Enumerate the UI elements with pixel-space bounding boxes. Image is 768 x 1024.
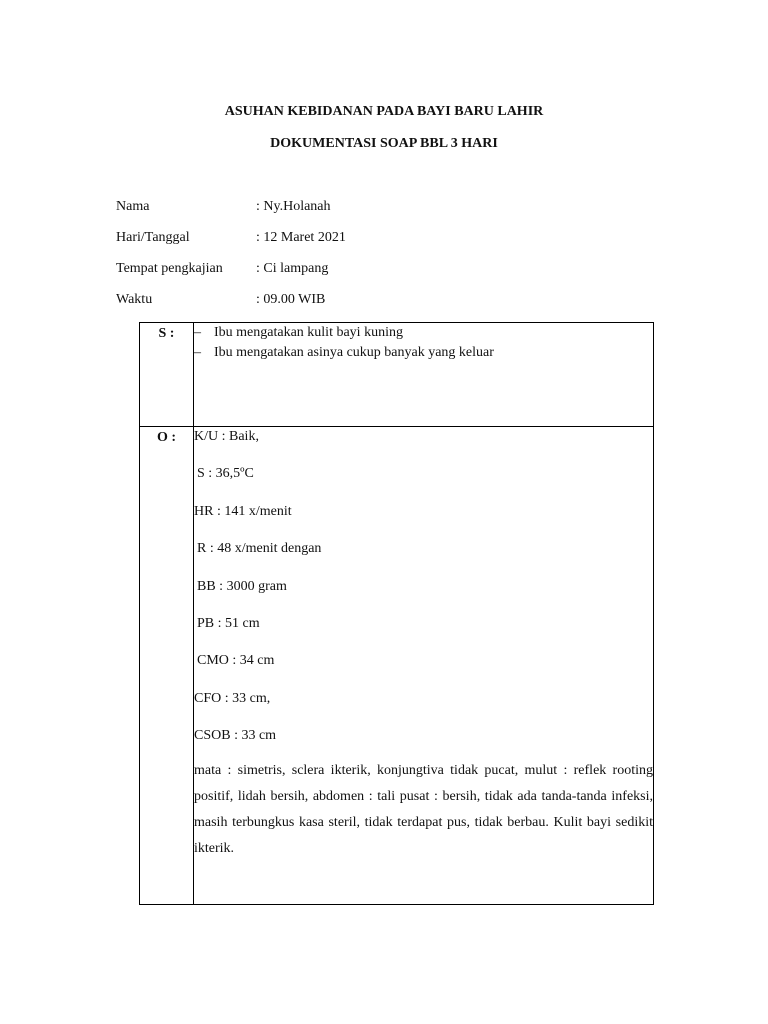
- observation-item: S : 36,5ºC: [197, 466, 254, 482]
- observation-paragraph: mata : simetris, sclera ikterik, konjungtiva tidak pucat, mulut : reflek rooting positif, lidah bersih, abdomen : tali pusat : bersih, tidak ada tanda-tanda infeksi, masih terbungkus kasa steril, tidak terdapat pus, tidak berbau. Kulit bayi sedikit ikterik.: [194, 762, 653, 856]
- soap-row-s: [140, 323, 654, 427]
- soap-table: [139, 322, 654, 905]
- soap-label-o-text: O :: [156, 430, 177, 445]
- list-item-text: Ibu mengatakan kulit bayi kuning: [214, 325, 403, 340]
- observation-item: CFO : 33 cm,: [194, 690, 271, 706]
- info-value: : Ny.Holanah: [256, 199, 331, 214]
- dash-marker: –: [194, 345, 201, 360]
- observation-item: CMO : 34 cm: [197, 653, 275, 669]
- soap-row-o: [140, 427, 654, 905]
- soap-content-s: [194, 323, 654, 427]
- soap-content-o: [194, 427, 654, 905]
- dash-marker: –: [194, 325, 201, 340]
- list-item: [194, 323, 653, 343]
- info-label: Tempat pengkajian: [116, 261, 223, 276]
- info-value: : Ci lampang: [256, 261, 329, 276]
- list-item: [194, 343, 653, 363]
- observation-item: HR : 141 x/menit: [194, 503, 292, 519]
- document-subtitle: DOKUMENTASI SOAP BBL 3 HARI: [270, 136, 498, 151]
- info-value: : 09.00 WIB: [256, 292, 326, 307]
- info-label: Nama: [116, 199, 150, 214]
- document-title: ASUHAN KEBIDANAN PADA BAYI BARU LAHIR: [224, 104, 544, 119]
- info-label: Waktu: [116, 292, 153, 307]
- observation-item: CSOB : 33 cm: [194, 728, 277, 744]
- subjective-list: [194, 323, 653, 363]
- info-value: : 12 Maret 2021: [256, 230, 346, 245]
- observation-item: BB : 3000 gram: [197, 578, 287, 594]
- soap-label-o: [140, 427, 194, 905]
- list-item-text: Ibu mengatakan asinya cukup banyak yang keluar: [214, 345, 494, 360]
- observation-item: PB : 51 cm: [197, 615, 260, 631]
- soap-label-s-text: S :: [158, 326, 175, 341]
- observation-item: K/U : Baik,: [194, 429, 259, 444]
- soap-label-s: [140, 323, 194, 427]
- info-label: Hari/Tanggal: [116, 230, 190, 245]
- observation-item: R : 48 x/menit dengan: [197, 541, 322, 557]
